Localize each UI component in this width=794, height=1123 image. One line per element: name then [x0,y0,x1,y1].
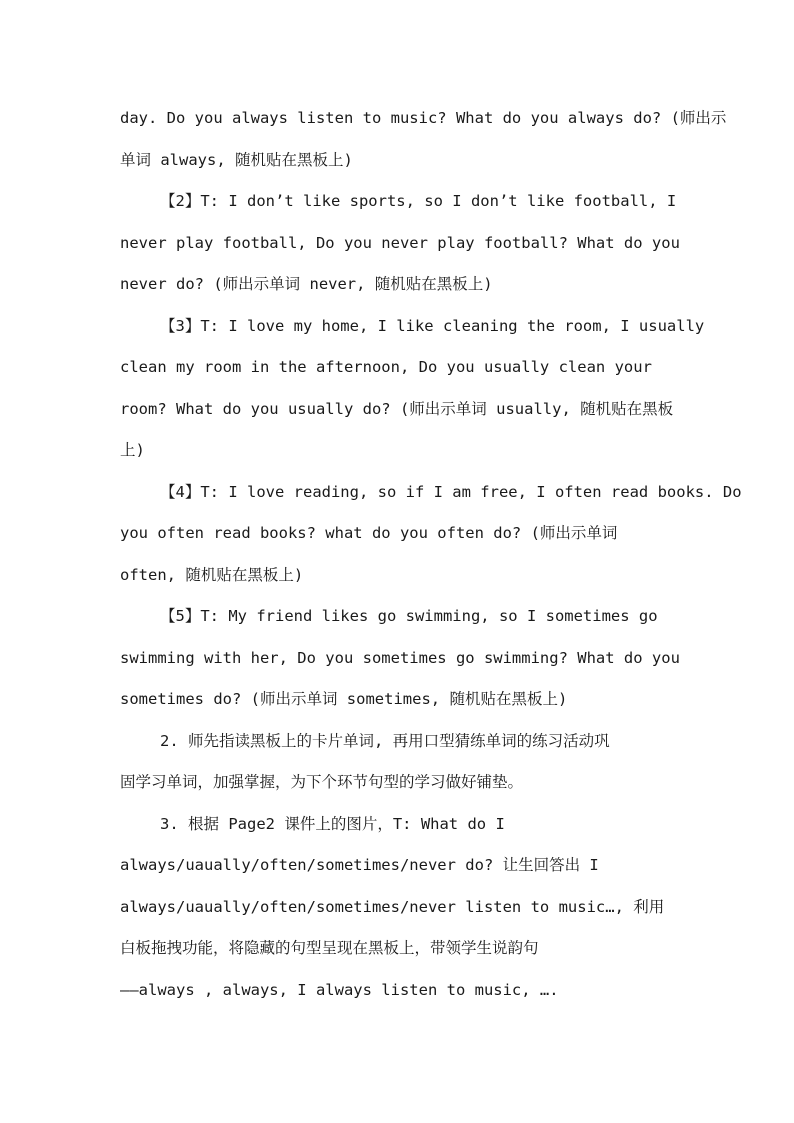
text-line: day. Do you always listen to music? What do you always do? (师出示 [120,109,727,127]
paragraph-5-start: 【5】T: My friend likes go swimming, so I sometimes go [160,607,658,625]
text-line: swimming with her, Do you sometimes go swimming? What do you [120,648,680,667]
text-line: clean my room in the afternoon, Do you usually clean your [120,358,652,376]
text-line: sometimes do? (师出示单词 sometimes, 随机贴在黑板上) [120,690,568,708]
text-line: often, 随机贴在黑板上) [120,565,304,584]
text-line: 白板拖拽功能，将隐藏的句型呈现在黑板上，带领学生说韵句 [120,939,539,957]
step-3-start: 3. 根据 Page2 课件上的图片，T: What do I [160,814,505,833]
paragraph-4-start: 【4】T: I love reading, so if I am free, I often read books. Do [160,482,742,501]
paragraph-2-start: 【2】T: I don’t like sports, so I don’t like football, I [160,192,677,210]
text-line: ——always , always, I always listen to music, …. [120,980,559,999]
text-line: 固学习单词，加强掌握，为下个环节句型的学习做好铺垫。 [120,773,524,791]
text-line: room? What do you usually do? (师出示单词 usually, 随机贴在黑板 [120,399,674,418]
document-body [120,98,742,1011]
text-line: always/uaually/often/sometimes/never do? 让生回答出 I [120,856,599,874]
text-line: never play football, Do you never play football? What do you [120,233,680,252]
paragraph-3-start: 【3】T: I love my home, I like cleaning the room, I usually [160,316,705,335]
text-line: 上) [120,441,145,459]
text-line: never do? (师出示单词 never, 随机贴在黑板上) [120,275,493,293]
text-line: 单词 always, 随机贴在黑板上) [120,150,353,169]
text-line: always/uaually/often/sometimes/never listen to music…, 利用 [120,897,665,916]
step-2-start: 2. 师先指读黑板上的卡片单词, 再用口型猜练单词的练习活动巩 [160,731,610,750]
text-line: you often read books? what do you often do? (师出示单词 [120,524,618,542]
